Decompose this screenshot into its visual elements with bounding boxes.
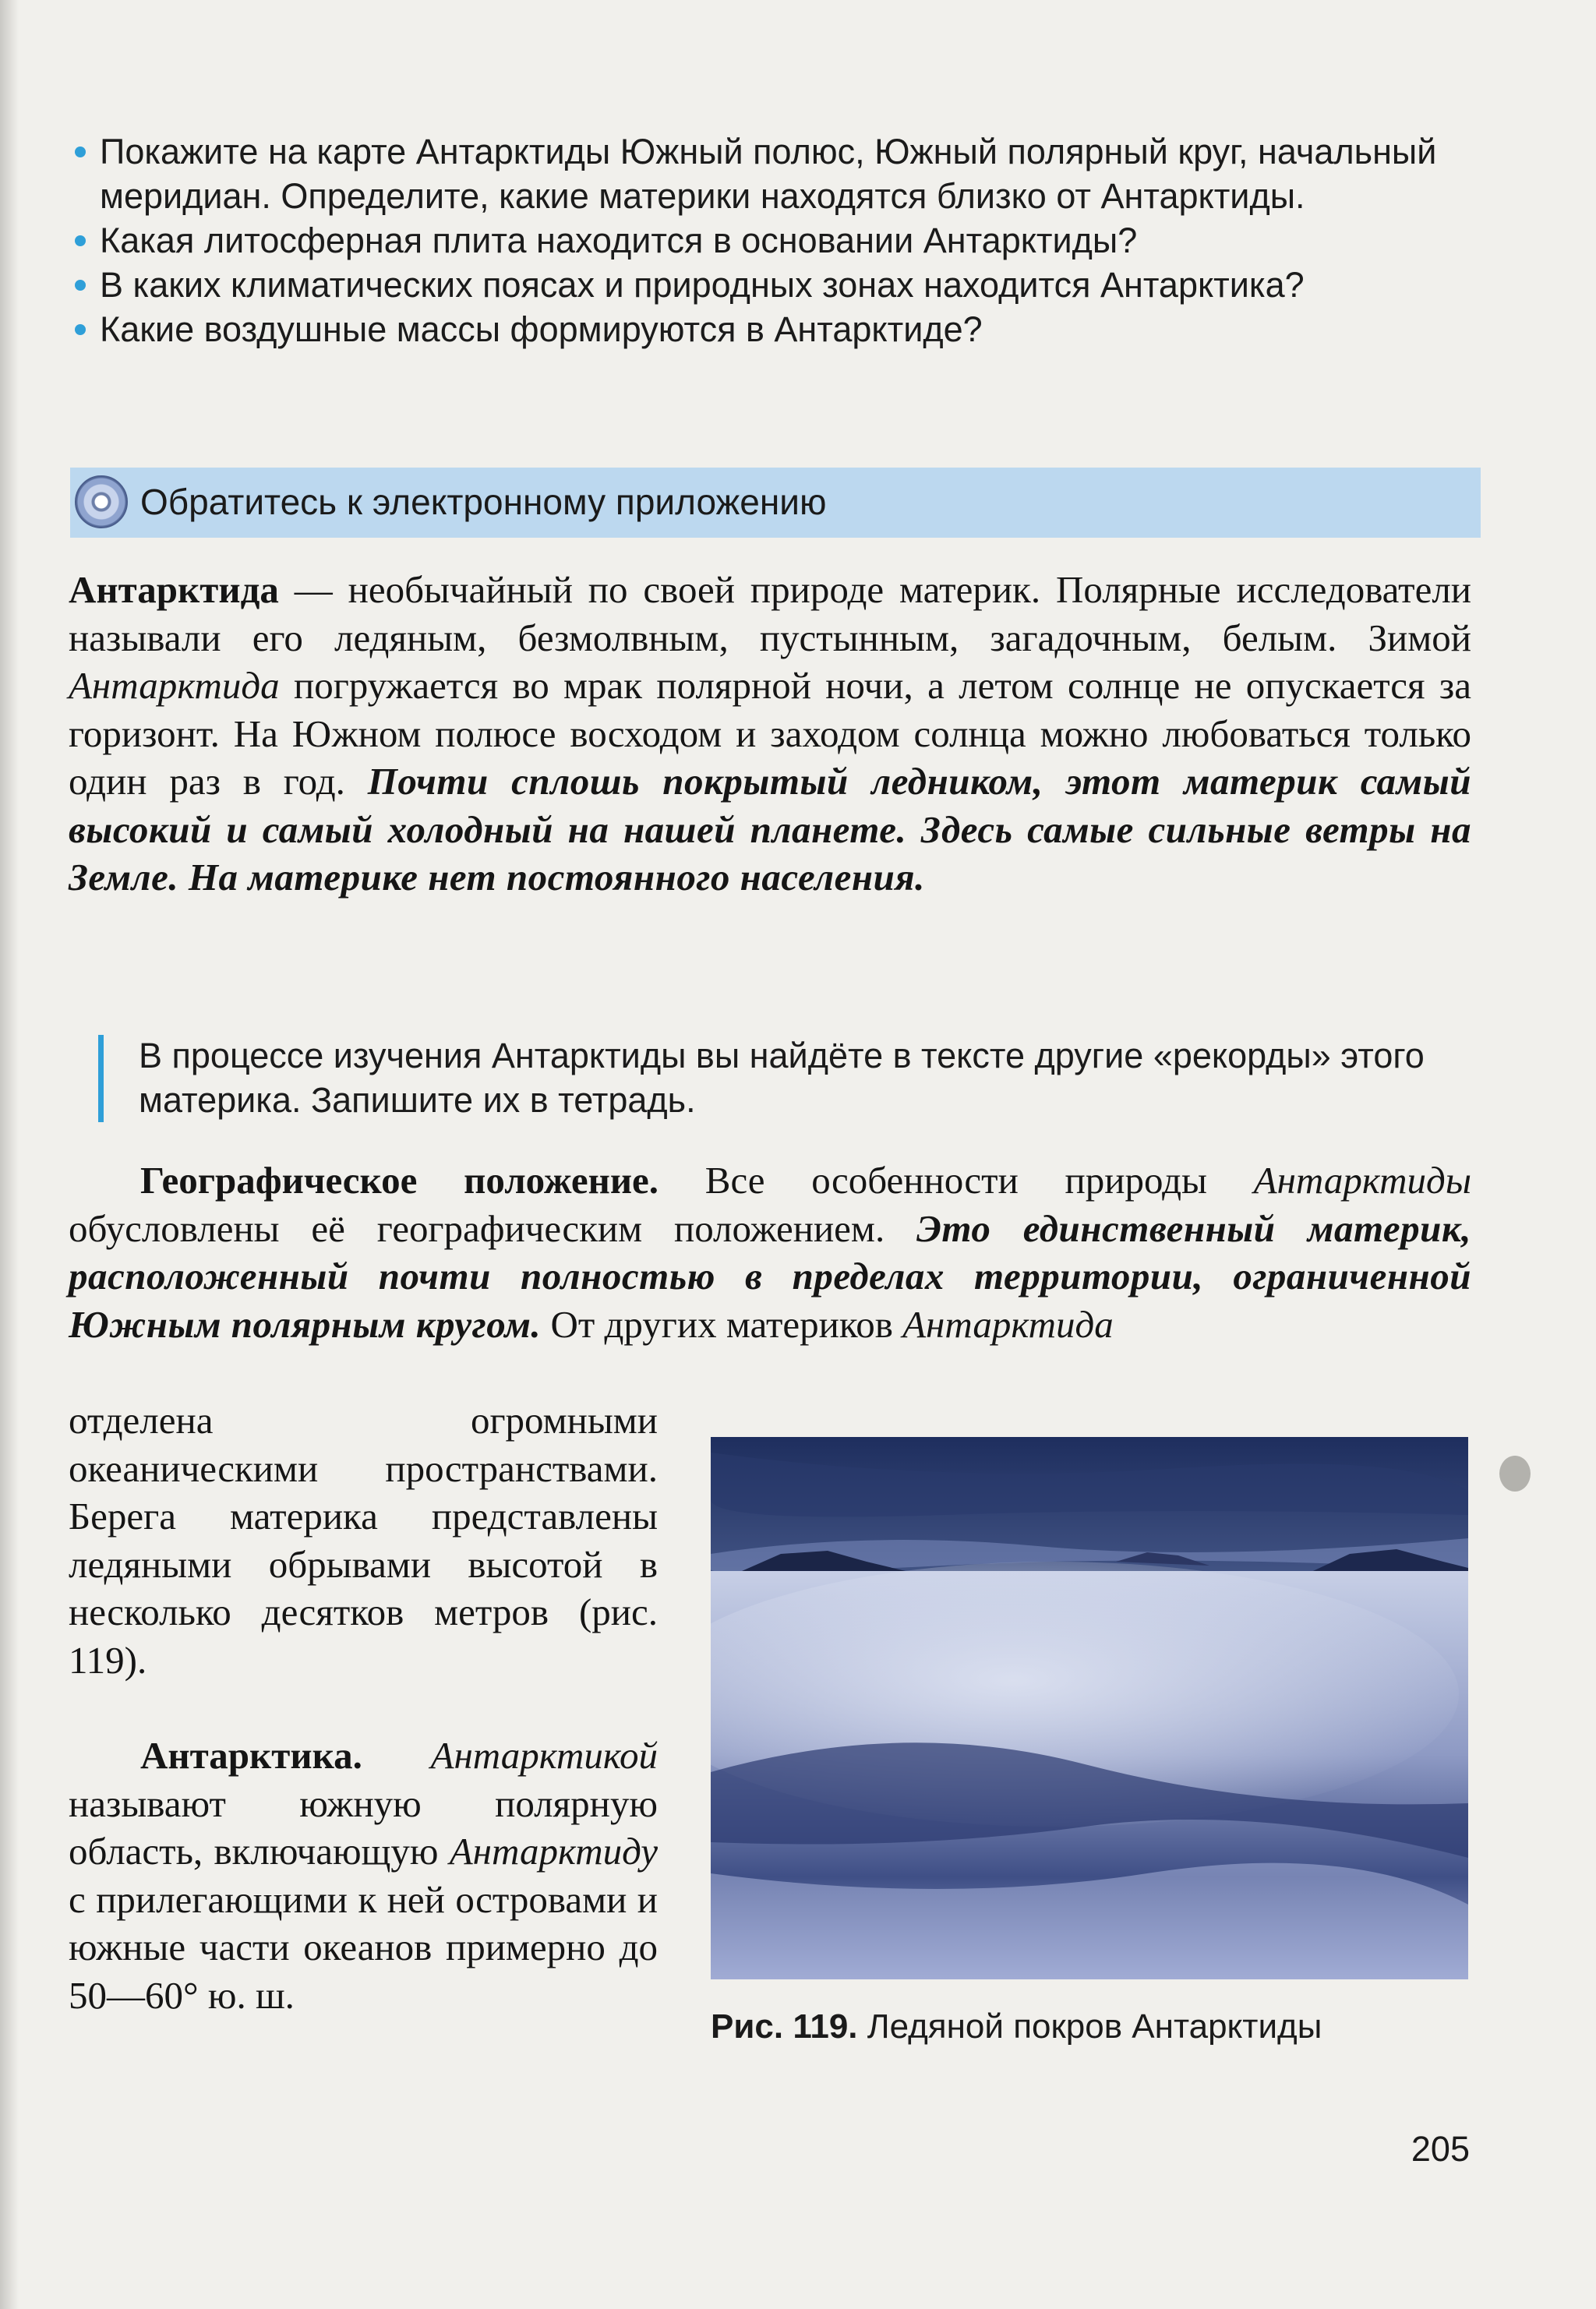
figure-119-photo	[711, 1437, 1468, 1979]
antarctica-text-1: называют южную полярную область, включающую	[69, 1781, 658, 1873]
question-item	[75, 129, 1485, 218]
geo-highlight: Это единственный материк, расположенный почти полностью в пределах территории, ограниченной Южным полярным кругом.	[69, 1206, 1471, 1346]
question-item	[75, 263, 1485, 307]
bullet-icon	[75, 147, 86, 157]
geo-heading: Географическое положение.	[140, 1159, 659, 1202]
page-number: 205	[1411, 2129, 1470, 2169]
figure-caption	[711, 2004, 1468, 2049]
geo-paragraph-rest	[69, 1396, 658, 1684]
question-item	[75, 218, 1485, 263]
term-antarctida: Антарктида	[69, 568, 279, 611]
task-marker-bar	[98, 1035, 104, 1122]
bullet-icon	[75, 280, 86, 291]
geo-text-1: Все особенности природы	[659, 1159, 1254, 1202]
antarctica-term-2: Антарктиду	[449, 1830, 658, 1873]
task-text: В процессе изучения Антарктиды вы найдёте в тексте другие «рекорды» этого материка. Запишите их в тетрадь.	[139, 1036, 1425, 1120]
banner-text: Обратитесь к электронному приложению	[140, 482, 827, 522]
antarctica-heading: Антарктика.	[140, 1734, 362, 1777]
geo-paragraph-top	[69, 1156, 1471, 1348]
question-text: В каких климатических поясах и природных зонах находится Антарктика?	[100, 265, 1305, 305]
geo-text-2: обусловлены её географическим положением.	[69, 1206, 917, 1250]
figure-label: Рис. 119.	[711, 2007, 858, 2046]
intro-text-2: погружается во мрак полярной ночи, а летом солнце не опускается за горизонт. На Южном полюсе восходом и заходом солнца можно любоваться только один раз в год.	[69, 664, 1471, 803]
geo-term-2: Антарктида	[902, 1302, 1114, 1346]
question-text: Какая литосферная плита находится в основании Антарктиды?	[100, 221, 1138, 260]
question-list	[75, 129, 1485, 351]
geo-term-1: Антарктиды	[1253, 1159, 1471, 1202]
intro-text-1: — необычайный по своей природе материк. Полярные исследователи называли его ледяным, безмолвным, пустынным, загадочным, белым. Зимой	[69, 568, 1471, 659]
electronic-app-banner[interactable]	[70, 468, 1481, 538]
page-punch-mark	[1499, 1456, 1531, 1492]
figure-caption-text: Ледяной покров Антарктиды	[857, 2007, 1322, 2046]
question-item	[75, 307, 1485, 351]
question-text: Какие воздушные массы формируются в Антарктиде?	[100, 309, 983, 349]
intro-highlight: Почти сплошь покрытый ледником, этот материк самый высокий и самый холодный на нашей планете. Здесь самые сильные ветры на Земле. На материке нет постоянного населения.	[69, 760, 1471, 899]
geo-text-4: отделена огромными океаническими пространствами. Берега материка представлены ледяными обрывами высотой в несколько десятков метров (рис. 119).	[69, 1399, 658, 1682]
antarctica-term-1: Антарктикой	[430, 1734, 658, 1777]
term-antarctida-italic: Антарктида	[69, 664, 280, 707]
antarctica-paragraph	[69, 1732, 658, 2019]
question-text: Покажите на карте Антарктиды Южный полюс, Южный полярный круг, начальный меридиан. Определите, какие материки находятся близко от Антарктиды.	[100, 132, 1437, 216]
ice-cover-illustration	[711, 1437, 1468, 1979]
intro-paragraph	[69, 566, 1471, 902]
bullet-icon	[75, 235, 86, 246]
antarctica-text-2: с прилегающими к ней островами и южные части океанов примерно до 50—60° ю. ш.	[69, 1877, 658, 2017]
bullet-icon	[75, 324, 86, 335]
page-binding-shadow	[0, 0, 19, 2309]
geo-text-3: От других материков	[541, 1302, 903, 1346]
cd-disc-icon	[75, 475, 128, 528]
